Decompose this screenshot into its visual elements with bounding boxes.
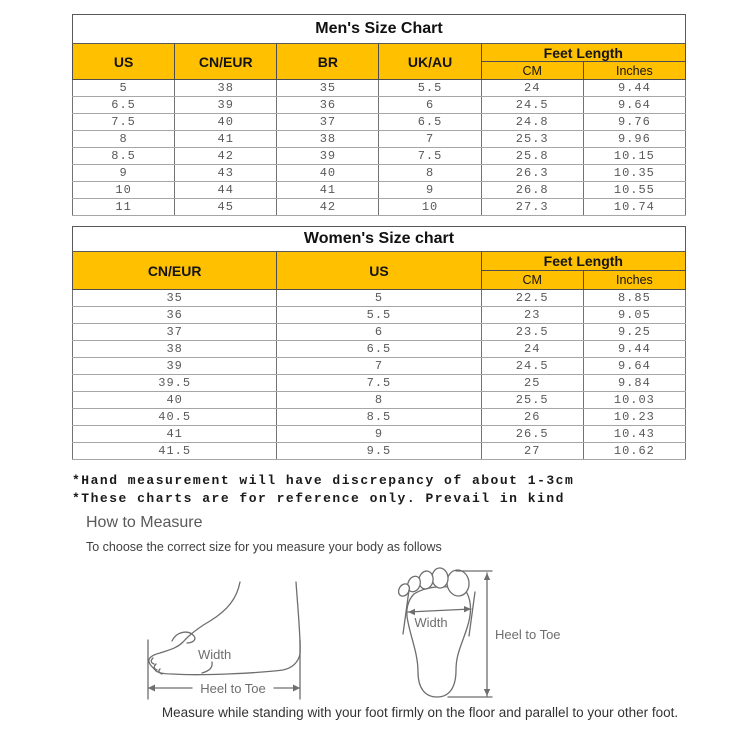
size-cell: 8.5 — [73, 148, 175, 165]
size-cell: 10.62 — [583, 443, 685, 460]
size-cell: 37 — [73, 324, 277, 341]
womens-table-title: Women's Size chart — [73, 227, 686, 252]
toe-line — [151, 658, 154, 664]
size-cell: 9 — [379, 182, 481, 199]
mens-table-title: Men's Size Chart — [73, 15, 686, 44]
size-cell: 6 — [277, 324, 481, 341]
size-cell: 27.3 — [481, 199, 583, 216]
table-row — [73, 114, 686, 131]
toe-line — [159, 669, 162, 674]
womens-size-table — [72, 226, 686, 460]
col-header-cn-eur: CN/EUR — [175, 44, 277, 80]
col-header-br: BR — [277, 44, 379, 80]
size-cell: 40.5 — [73, 409, 277, 426]
size-cell: 9.64 — [583, 358, 685, 375]
table-row — [73, 182, 686, 199]
size-cell: 42 — [277, 199, 379, 216]
size-cell: 25.8 — [481, 148, 583, 165]
heel-to-toe-label: Heel to Toe — [200, 681, 266, 696]
col-header-feet-length: Feet Length — [481, 252, 685, 271]
size-cell: 41.5 — [73, 443, 277, 460]
col-header-us: US — [73, 44, 175, 80]
size-cell: 44 — [175, 182, 277, 199]
table-row — [73, 199, 686, 216]
foot-side-view-diagram — [140, 566, 315, 706]
size-cell: 9.44 — [583, 341, 685, 358]
size-cell: 38 — [73, 341, 277, 358]
size-cell: 8 — [379, 165, 481, 182]
size-cell: 36 — [73, 307, 277, 324]
size-cell: 26.8 — [481, 182, 583, 199]
toe — [431, 567, 448, 588]
size-cell: 7 — [379, 131, 481, 148]
size-cell: 10 — [379, 199, 481, 216]
size-cell: 35 — [73, 290, 277, 307]
size-cell: 10 — [73, 182, 175, 199]
width-label: Width — [198, 647, 232, 662]
table-row — [73, 148, 686, 165]
size-cell: 5 — [277, 290, 481, 307]
size-cell: 6 — [379, 97, 481, 114]
col-header-feet-length: Feet Length — [481, 44, 685, 62]
arrow-head-top — [484, 573, 490, 580]
size-cell: 41 — [73, 426, 277, 443]
size-cell: 25 — [481, 375, 583, 392]
table-row — [73, 443, 686, 460]
size-cell: 26 — [481, 409, 583, 426]
mens-size-table — [72, 14, 686, 216]
size-cell: 8 — [73, 131, 175, 148]
table-row — [73, 307, 686, 324]
measure-caption: Measure while standing with your foot firmly on the floor and parallel to your other foot. — [161, 705, 679, 720]
size-cell: 24.8 — [481, 114, 583, 131]
size-cell: 6.5 — [379, 114, 481, 131]
womens-header-row — [73, 252, 686, 271]
size-cell: 45 — [175, 199, 277, 216]
size-cell: 39.5 — [73, 375, 277, 392]
size-cell: 10.43 — [583, 426, 685, 443]
size-cell: 39 — [175, 97, 277, 114]
size-cell: 23.5 — [481, 324, 583, 341]
mens-header-row — [73, 44, 686, 62]
size-cell: 40 — [175, 114, 277, 131]
size-cell: 23 — [481, 307, 583, 324]
size-cell: 5 — [73, 80, 175, 97]
col-header-cm: CM — [481, 271, 583, 290]
col-header-inches: Inches — [583, 271, 685, 290]
size-cell: 5.5 — [379, 80, 481, 97]
size-cell: 9.64 — [583, 97, 685, 114]
arrow-head-left — [148, 685, 155, 692]
note-line: *Hand measurement will have discrepancy of about 1-3cm — [72, 473, 575, 488]
how-to-measure-subtitle: To choose the correct size for you measure your body as follows — [86, 540, 442, 554]
size-cell: 10.15 — [583, 148, 685, 165]
size-cell: 9.25 — [583, 324, 685, 341]
table-row — [73, 131, 686, 148]
size-cell: 11 — [73, 199, 175, 216]
table-row — [73, 290, 686, 307]
size-cell: 39 — [277, 148, 379, 165]
col-header-cm: CM — [481, 62, 583, 80]
size-cell: 8.85 — [583, 290, 685, 307]
womens-title-row — [73, 227, 686, 252]
size-cell: 40 — [277, 165, 379, 182]
size-cell: 42 — [175, 148, 277, 165]
table-row — [73, 80, 686, 97]
size-cell: 9.44 — [583, 80, 685, 97]
table-row — [73, 375, 686, 392]
size-cell: 8 — [277, 392, 481, 409]
table-row — [73, 97, 686, 114]
foot-top-view-diagram — [392, 556, 577, 706]
sole-outline — [407, 587, 471, 697]
size-cell: 10.03 — [583, 392, 685, 409]
note-line: *These charts are for reference only. Prevail in kind — [72, 491, 565, 506]
size-cell: 6.5 — [277, 341, 481, 358]
size-cell: 10.23 — [583, 409, 685, 426]
size-cell: 9.5 — [277, 443, 481, 460]
size-cell: 7.5 — [277, 375, 481, 392]
size-cell: 27 — [481, 443, 583, 460]
table-row — [73, 358, 686, 375]
size-cell: 25.5 — [481, 392, 583, 409]
arrow-head-right — [293, 685, 300, 692]
size-cell: 26.3 — [481, 165, 583, 182]
how-to-measure-heading: How to Measure — [86, 514, 203, 531]
size-cell: 26.5 — [481, 426, 583, 443]
size-cell: 41 — [175, 131, 277, 148]
size-cell: 38 — [175, 80, 277, 97]
size-cell: 40 — [73, 392, 277, 409]
heel-to-toe-label: Heel to Toe — [495, 627, 561, 642]
size-cell: 24.5 — [481, 358, 583, 375]
size-cell: 8.5 — [277, 409, 481, 426]
arrow-head-bottom — [484, 689, 490, 696]
size-cell: 37 — [277, 114, 379, 131]
size-cell: 9.05 — [583, 307, 685, 324]
width-leader-line — [202, 662, 212, 673]
size-cell: 9 — [277, 426, 481, 443]
size-cell: 9.96 — [583, 131, 685, 148]
table-row — [73, 426, 686, 443]
size-cell: 10.55 — [583, 182, 685, 199]
size-cell: 6.5 — [73, 97, 175, 114]
table-row — [73, 324, 686, 341]
col-header-cn-eur: CN/EUR — [73, 252, 277, 290]
size-cell: 38 — [277, 131, 379, 148]
table-row — [73, 165, 686, 182]
size-cell: 7 — [277, 358, 481, 375]
mens-title-row — [73, 15, 686, 44]
size-cell: 22.5 — [481, 290, 583, 307]
width-label: Width — [414, 615, 448, 630]
size-cell: 43 — [175, 165, 277, 182]
size-cell: 25.3 — [481, 131, 583, 148]
size-cell: 39 — [73, 358, 277, 375]
size-cell: 9 — [73, 165, 175, 182]
size-cell: 24 — [481, 80, 583, 97]
size-cell: 24.5 — [481, 97, 583, 114]
table-row — [73, 392, 686, 409]
size-cell: 35 — [277, 80, 379, 97]
col-header-uk-au: UK/AU — [379, 44, 481, 80]
col-header-us: US — [277, 252, 481, 290]
col-header-inches: Inches — [583, 62, 685, 80]
size-cell: 10.74 — [583, 199, 685, 216]
size-cell: 5.5 — [277, 307, 481, 324]
size-cell: 9.76 — [583, 114, 685, 131]
toe-line — [154, 664, 157, 670]
size-cell: 9.84 — [583, 375, 685, 392]
size-cell: 7.5 — [73, 114, 175, 131]
size-cell: 10.35 — [583, 165, 685, 182]
size-cell: 7.5 — [379, 148, 481, 165]
notes-block — [72, 472, 574, 508]
table-row — [73, 341, 686, 358]
size-cell: 24 — [481, 341, 583, 358]
size-cell: 36 — [277, 97, 379, 114]
size-cell: 41 — [277, 182, 379, 199]
table-row — [73, 409, 686, 426]
